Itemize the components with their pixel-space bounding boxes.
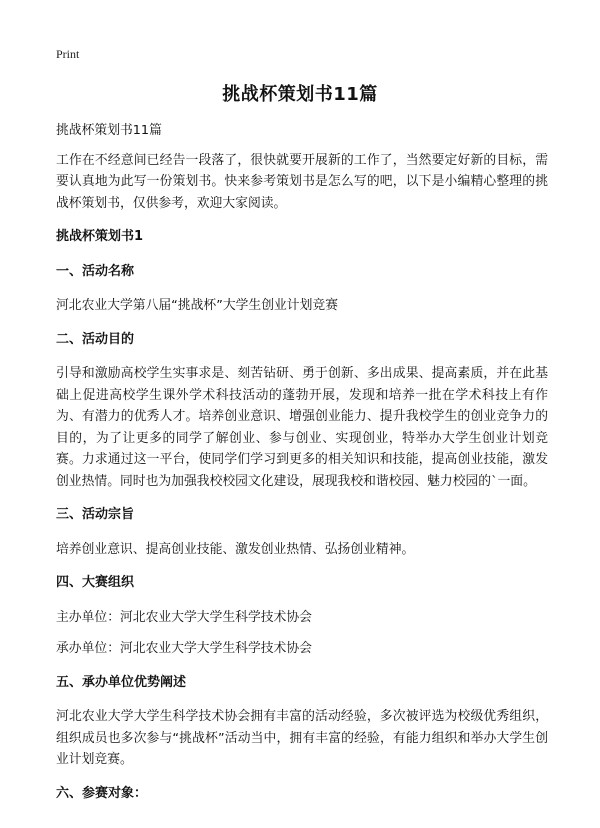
document-subtitle: 挑战杯策划书11篇 [56, 123, 162, 138]
document-body [56, 120, 548, 817]
activity-tenet-text: 培养创业意识、提高创业技能、激发创业热情、弘扬创业精神。 [56, 541, 415, 557]
activity-purpose-text: 引导和激励高校学生实事求是、刻苦钻研、勇于创新、多出成果、提高素质，并在此基础上促进高校学生课外学术科技活动的蓬勃开展，发现和培养一批在学术科技上有作为、有潜力的优秀人才。培养创业意识、增强创业能力、提升我校学生的创业竞争力的目的，为了让更多的同学了解创业、参与创业、实现创业，特举办大学生创业计划竞赛。力求通过这一平台，使同学们学习到更多的相关知识和技能，提高创业技能，激发创业热情。同时也为加强我校校园文化建设，展现我校和谐校园、魅力校园的`一面。 [56, 366, 548, 489]
section-heading-activity-tenet: 三、活动宗旨 [56, 507, 135, 522]
page-title: 挑战杯策划书11篇 [222, 84, 378, 105]
print-link[interactable]: Print [56, 47, 80, 61]
activity-name-text: 河北农业大学第八届“挑战杯”大学生创业计划竞赛 [56, 298, 338, 313]
section-heading-organizer-advantages: 五、承办单位优势阐述 [56, 674, 187, 690]
organizer-unit-text: 承办单位：河北农业大学大学生科学技术协会 [56, 641, 312, 656]
host-unit-text: 主办单位：河北农业大学大学生科学技术协会 [56, 609, 312, 625]
intro-paragraph: 工作在不经意间已经告一段落了，很快就要开展新的工作了，当然要定好新的目标，需要认真地为此写一份策划书。快来参考策划书是怎么写的吧，以下是小编精心整理的挑战杯策划书，仅供参考，欢迎大家阅读。 [56, 152, 548, 211]
section-heading-activity-purpose: 二、活动目的 [56, 331, 135, 347]
organizer-advantages-text: 河北农业大学大学生科学技术协会拥有丰富的活动经验，多次被评选为校级优秀组织，组织成员也多次参与“挑战杯”活动当中，拥有丰富的经验，有能力组织和举办大学生创业计划竞赛。 [56, 709, 548, 767]
section-heading-participants: 六、参赛对象： [56, 785, 148, 801]
part-heading: 挑战杯策划书1 [56, 229, 144, 244]
section-heading-activity-name: 一、活动名称 [56, 263, 135, 279]
section-heading-organization: 四、大赛组织 [56, 575, 135, 590]
